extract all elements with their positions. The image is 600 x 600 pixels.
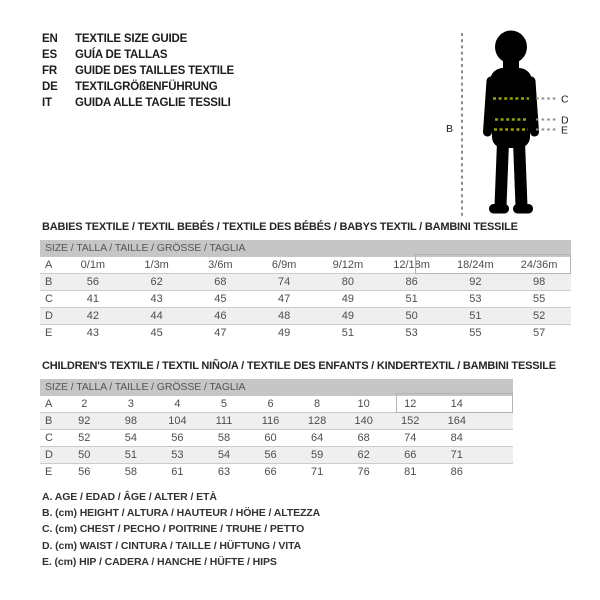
value-cell: 49	[341, 309, 354, 322]
value-cell: 49	[278, 326, 291, 339]
value-cell: 53	[405, 326, 418, 339]
value-cell: 98	[124, 414, 137, 427]
size-cell: 2	[81, 397, 88, 410]
value-cell: 52	[78, 431, 91, 444]
value-cell: 140	[354, 414, 373, 427]
size-cell: 12/18m	[393, 258, 430, 271]
value-cell: 43	[150, 292, 163, 305]
row-label: A	[45, 258, 53, 271]
value-cell: 84	[450, 431, 463, 444]
marker-label-c: C	[561, 93, 569, 106]
size-cell: 6	[267, 397, 274, 410]
row-label: B	[45, 414, 53, 427]
value-cell: 86	[450, 465, 463, 478]
babies-section-title: BABIES TEXTILE / TEXTIL BEBÉS / TEXTILE DES BÉBÉS / BABYS TEXTIL / BAMBINI TESSILE	[42, 221, 518, 233]
hip-row-e	[40, 463, 513, 480]
value-cell: 50	[405, 309, 418, 322]
value-cell: 111	[215, 414, 233, 427]
value-cell: 63	[217, 465, 231, 478]
value-cell: 71	[450, 448, 463, 461]
value-cell: 46	[214, 309, 227, 322]
value-cell: 98	[533, 275, 546, 288]
babies-size-table	[40, 240, 571, 341]
language-code: DE	[42, 81, 58, 93]
child-silhouette	[488, 31, 535, 214]
language-code: FR	[42, 65, 57, 77]
language-title: GUÍA DE TALLAS	[75, 49, 168, 61]
value-cell: 74	[278, 275, 291, 288]
value-cell: 164	[447, 414, 466, 427]
value-cell: 58	[217, 431, 231, 444]
value-cell: 86	[405, 275, 418, 288]
language-list	[42, 31, 234, 111]
row-label: E	[45, 465, 53, 478]
height-row-b	[40, 412, 513, 429]
value-cell: 53	[469, 292, 482, 305]
language-code: IT	[42, 97, 52, 109]
row-label: D	[45, 309, 53, 322]
marker-label-b: B	[446, 123, 454, 135]
child-silhouette-figure	[430, 10, 600, 230]
size-cell: 0/1m	[80, 258, 106, 271]
value-cell: 81	[404, 465, 417, 478]
value-cell: 56	[171, 431, 184, 444]
value-cell: 57	[533, 326, 546, 339]
legend-item-hip: E. (cm) HIP / CADERA / HANCHE / HÜFTE / HIPS	[42, 555, 277, 568]
value-cell: 48	[278, 309, 291, 322]
size-cell: 3/6m	[208, 258, 233, 271]
value-cell: 71	[310, 465, 324, 478]
language-row-fr	[42, 63, 234, 79]
size-cell: 18/24m	[457, 258, 494, 271]
language-row-es	[42, 47, 234, 63]
value-cell: 51	[124, 448, 137, 461]
value-cell: 56	[86, 275, 99, 288]
value-cell: 41	[86, 292, 99, 305]
row-label: C	[45, 292, 53, 305]
waist-row-d	[40, 446, 513, 463]
value-cell: 60	[264, 431, 277, 444]
measurement-legend	[42, 489, 320, 570]
row-label: B	[45, 275, 53, 288]
value-cell: 68	[357, 431, 370, 444]
row-label: A	[45, 397, 53, 410]
highlight-box	[415, 254, 571, 274]
row-label: D	[45, 448, 53, 461]
size-cell: 3	[127, 397, 134, 410]
size-header-band: SIZE / TALLA / TAILLE / GRÖSSE / TAGLIA	[40, 240, 571, 257]
value-cell: 44	[150, 309, 163, 322]
size-cell: 10	[357, 397, 370, 410]
value-cell: 50	[78, 448, 91, 461]
size-header-band: SIZE / TALLA / TAILLE / GRÖSSE / TAGLIA	[40, 379, 513, 396]
marker-label-d: D	[561, 114, 569, 127]
language-code: EN	[42, 33, 58, 45]
value-cell: 66	[264, 465, 277, 478]
hip-row-e	[40, 324, 571, 341]
size-cell: 24/36m	[520, 258, 558, 271]
value-cell: 74	[404, 431, 417, 444]
value-cell: 43	[86, 326, 99, 339]
language-row-it	[42, 95, 234, 111]
value-cell: 116	[261, 414, 280, 427]
value-cell: 45	[214, 292, 227, 305]
size-cell: 6/9m	[271, 258, 297, 271]
language-title: GUIDA ALLE TAGLIE TESSILI	[75, 97, 231, 109]
children-section-title: CHILDREN'S TEXTILE / TEXTIL NIÑO/A / TEXTILE DES ENFANTS / KINDERTEXTIL / BAMBINI TESSILE	[42, 360, 556, 372]
value-cell: 58	[124, 465, 137, 478]
legend-item-height: B. (cm) HEIGHT / ALTURA / HAUTEUR / HÖHE / ALTEZZA	[42, 507, 321, 520]
highlight-box	[396, 393, 513, 413]
language-title: GUIDE DES TAILLES TEXTILE	[75, 65, 234, 77]
size-cell: 8	[314, 397, 321, 410]
value-cell: 47	[278, 292, 291, 305]
chest-row-c	[40, 290, 571, 307]
value-cell: 45	[150, 326, 163, 339]
language-code: ES	[42, 49, 57, 61]
value-cell: 51	[341, 326, 354, 339]
value-cell: 92	[469, 275, 482, 288]
size-cell: 14	[450, 397, 463, 410]
waist-row-d	[40, 307, 571, 324]
legend-item-chest: C. (cm) CHEST / PECHO / POITRINE / TRUHE / PETTO	[42, 523, 305, 536]
value-cell: 64	[310, 431, 324, 444]
value-cell: 61	[171, 465, 184, 478]
value-cell: 152	[401, 414, 420, 427]
value-cell: 42	[86, 309, 99, 322]
size-cell: 12	[404, 397, 417, 410]
value-cell: 62	[150, 275, 163, 288]
language-title: TEXTILE SIZE GUIDE	[75, 33, 188, 45]
value-cell: 80	[341, 275, 354, 288]
legend-item-waist: D. (cm) WAIST / CINTURA / TAILLE / HÜFTUNG / VITA	[42, 539, 302, 552]
value-cell: 56	[78, 465, 91, 478]
value-cell: 54	[217, 448, 231, 461]
row-label: C	[45, 431, 53, 444]
value-cell: 59	[310, 448, 324, 461]
value-cell: 104	[168, 414, 187, 427]
chest-row-c	[40, 429, 513, 446]
value-cell: 92	[78, 414, 91, 427]
value-cell: 51	[469, 309, 482, 322]
size-cell: 4	[174, 397, 181, 410]
value-cell: 47	[214, 326, 227, 339]
size-cell: 5	[220, 397, 228, 410]
value-cell: 53	[171, 448, 184, 461]
value-cell: 54	[124, 431, 137, 444]
value-cell: 68	[214, 275, 227, 288]
value-cell: 52	[533, 309, 546, 322]
row-label: E	[45, 326, 53, 339]
height-row-b	[40, 273, 571, 290]
value-cell: 76	[357, 465, 370, 478]
value-cell: 56	[264, 448, 277, 461]
value-cell: 66	[404, 448, 417, 461]
language-row-de	[42, 79, 234, 95]
value-cell: 128	[307, 414, 327, 427]
language-row-en	[42, 31, 234, 47]
value-cell: 49	[341, 292, 354, 305]
value-cell: 55	[469, 326, 482, 339]
size-cell: 9/12m	[332, 258, 364, 271]
legend-item-age: A. AGE / EDAD / ÂGE / ALTER / ETÀ	[42, 491, 217, 503]
size-cell: 1/3m	[144, 258, 169, 271]
value-cell: 62	[357, 448, 370, 461]
value-cell: 55	[533, 292, 546, 305]
marker-label-e: E	[561, 124, 569, 137]
language-title: TEXTILGRÖßENFÜHRUNG	[75, 81, 218, 93]
value-cell: 51	[405, 292, 418, 305]
children-size-table	[40, 379, 513, 480]
